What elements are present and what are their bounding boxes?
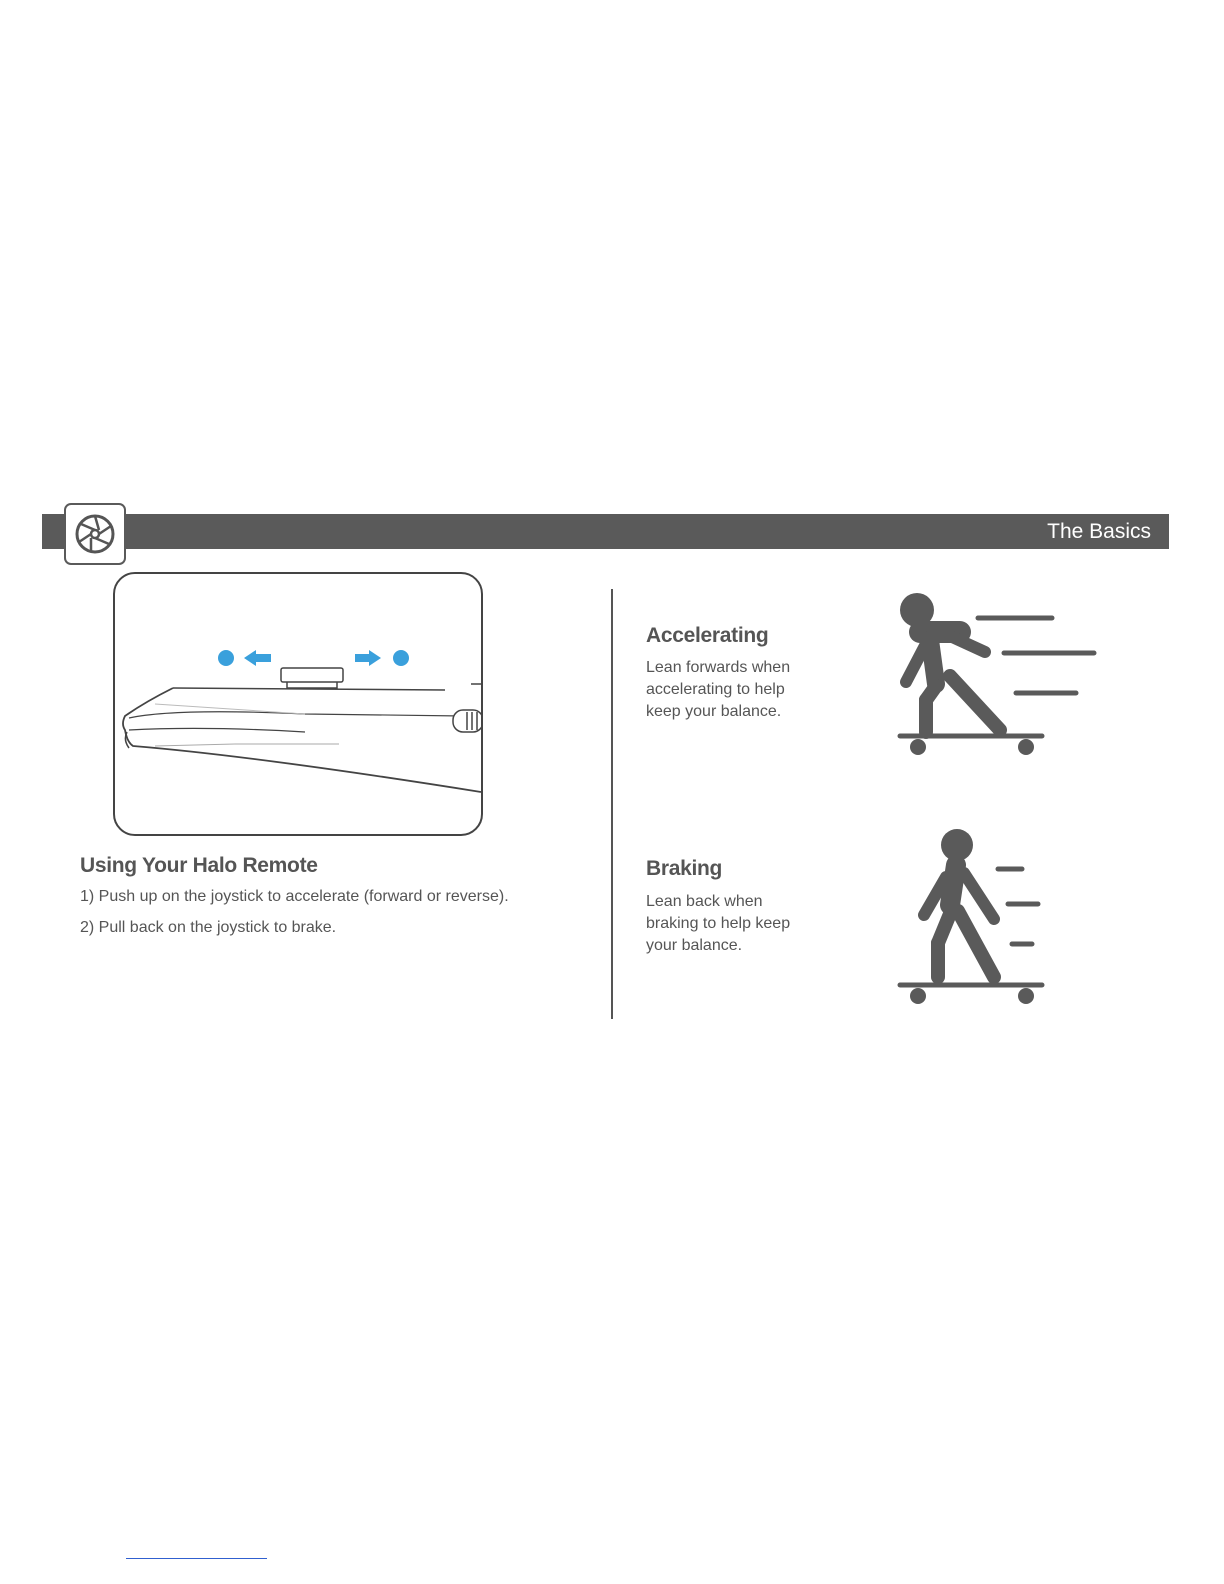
braking-title: Braking (646, 857, 723, 880)
braking-description: Lean back when braking to help keep your balance. (646, 893, 791, 954)
remote-step-1: 1) Push up on the joystick to accelerate (forward or reverse). (80, 888, 509, 905)
arrow-left-icon (244, 650, 271, 666)
footer-link-underline (126, 1558, 267, 1559)
accelerating-description: Lean forwards when accelerating to help keep your balance. (646, 659, 791, 720)
remote-step-2: 2) Pull back on the joystick to brake. (80, 919, 337, 936)
accelerating-title: Accelerating (646, 624, 769, 647)
column-divider (611, 589, 613, 1019)
arrow-right-icon (355, 650, 381, 666)
skater-lean-forward-icon (890, 590, 1105, 765)
remote-section-title: Using Your Halo Remote (80, 854, 318, 877)
section-title-the-basics: The Basics (1047, 520, 1151, 543)
skater-lean-back-icon (890, 825, 1105, 1015)
blue-dot-left-icon (218, 650, 234, 666)
halo-remote-joystick-illustration (113, 572, 483, 836)
aperture-icon (64, 503, 126, 565)
section-header-bar (42, 514, 1169, 549)
blue-dot-right-icon (393, 650, 409, 666)
